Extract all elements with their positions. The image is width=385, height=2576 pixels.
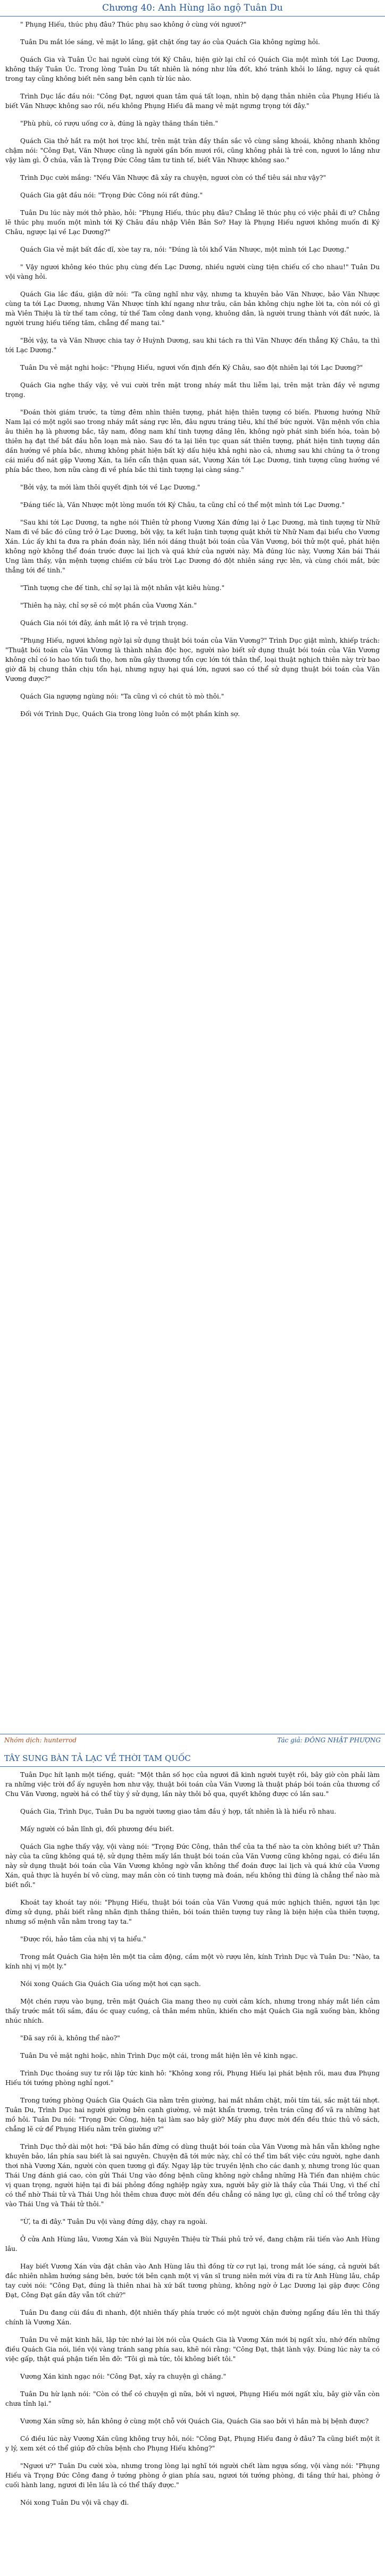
paragraph: Nói xong Quách Gia Quách Gia uống một hơi cạn sạch. <box>20 1980 201 1988</box>
paragraph: Trong tướng phòng Quách Gia Quách Gia nằm trên giường, hai mắt nhắm chặt, môi tím tái, sắc mặt tái nhợt. Tuân Du, Trình Dục hai người giường bên cạnh giường, vẻ mặt khẩn trương, trên trán cũng đổ vã ra những hạt mồ hôi. Tuân Du nói: "Trọng Đức Công, hiện tại làm sao bây giờ? Mấy phu được mời đến đều thúc thủ vô sách, chẳng lẽ cứ để Phụng Hiếu nằm trên giường ư?" <box>5 2097 380 2133</box>
paragraph: Tuân Du vẻ mặt kinh hãi, lập tức nhớ lại lời nói của Quách Gia là Vương Xán mới bị ngất xỉu, nhớ đến những điều Quách Gia nói, liền vội vàng tránh sang phía sau, khẽ nói rằng: "Công Đạt, thật lành vậy. Đúng lúc này ta có việc gấp, thật quá phận tiến lên đỡ: "Tôi gì mà tức, tôi không biết tôi." <box>5 2336 380 2363</box>
paragraph: "Bởi vậy, ta mới làm thôi quyết định tới về Lạc Dương." <box>20 484 200 491</box>
paragraph: Trình Dục cười mắng: "Nếu Văn Nhược đã xảy ra chuyện, ngươi còn có thể tiêu sái như vậy?" <box>20 174 326 181</box>
paragraph: Tuân Du vẻ mặt nghi hoặc, nhìn Trình Dục một cái, trong mắt hiện lên vẻ kinh ngạc. <box>20 2052 298 2059</box>
paragraph: Trình Dục lắc đầu nói: "Công Đạt, ngươi quan tâm quá tất loạn, nhìn bộ dạng thản nhiên của Phụng Hiếu là biết Văn Nhược không sao rồi, nếu không Phụng Hiếu đã mang vẻ mặt ngưng trọng tới đây." <box>5 93 380 110</box>
translator-credit: Nhóm dịch: hunterrod <box>4 1736 77 1744</box>
paragraph: " Vậy ngươi không kéo thúc phụ cùng đến Lạc Dương, nhiều người cùng tiện chiếu cố cho nhau!" Tuân Du vội vàng hỏi. <box>5 263 380 280</box>
paragraph: "Thiên hạ này, chỉ sợ sẽ có một phần của Vương Xán." <box>20 602 197 609</box>
author-credit: Tác giả: ĐÔNG NHẬT PHƯỢNG <box>277 1736 381 1744</box>
chapter-footer <box>0 1734 385 1746</box>
paragraph: "Được rồi, hảo tâm của nhị vị ta hiểu." <box>20 1935 146 1943</box>
paragraph: Ở cửa Anh Hùng lâu, Vương Xán và Bùi Nguyên Thiệu từ Thái phủ trở về, đang chậm rãi tiến vào Anh Hùng lâu. <box>5 2236 380 2253</box>
paragraph: "Tình tượng che đế tinh, chỉ sợ lại là một nhân vật kiêu hùng." <box>20 584 225 592</box>
paragraph: Tuân Du mắt lóe sáng, vẻ mặt lo lắng, gặt chặt ống tay áo của Quách Gia không ngừng hỏi. <box>20 38 320 46</box>
paragraph: "Đáng tiếc là, Văn Nhược một lòng muốn tới Ký Châu, ta cũng chỉ có thể một mình tới Lạc Dương." <box>20 501 345 509</box>
paragraph: Trình Dục thở dài một hơi: "Đã bảo hắn đừng có dùng thuật bói toán của Văn Vương mà hắn vẫn không nghe khuyên bảo, lần phía sau biết là sai nguyên. Chuyện đã tới mức này, chỉ có thể tìm bất việc cứu người, nghe danh thơi nhà Vương Xán, người còn quen tương gì đấy. Ngay lập tức truyền lệnh cho các danh y, nhưng trong lúc quan Thái Ung đánh giá cao, còn gửi Thái Ung vào đồng bệnh cũng không ngờ chẳng những Hà Tiến đan nhiệm chúc vị quan trọng, người hiện tại đi bái phỏng đồng nghiệp ngày xưa, người bây giờ là thầy của Thái Ung, vì thế chỉ có thể nhờ Thái tử và Thái Ung hỏi thêm chưa được mời đến đều chẳng có năng lực gì, cũng chỉ có thể trông cậy vào Thái Ung và Thái tử thôi." <box>5 2143 380 2208</box>
chapter-body <box>0 16 385 719</box>
paragraph: Tuân Du vẻ mặt nghi hoặc: "Phụng Hiếu, ngươi vốn định đến Ký Châu, sao đột nhiên lại tới Lạc Dương?" <box>20 364 363 371</box>
paragraph: Khoát tay khoát tay nói: "Phụng Hiếu, thuật bói toán của Văn Vương quá mức nghịch thiên, ngươi tận lực đừng sử dụng, phải biết rằng nhân định thắng thiên, bói toán thiên tượng tuy rằng là biện hiện của thiên tượng, nhưng số mệnh vẫn nằm trong tay ta." <box>5 1899 380 1925</box>
section-body <box>0 1767 385 2507</box>
section-title: TÂY SUNG BÀN TẢ LẠC VỀ THỜI TAM QUỐC <box>4 1754 191 1763</box>
paragraph: Quách Gia lắc đầu, giận dữ nói: "Ta cũng nghĩ như vậy, nhưng ta khuyên bảo Văn Nhược, bảo Văn Nhược cùng ta tới Lạc Dương, nhưng Văn Nhược tính khí ngang như trâu, căn bản không chịu nghe lời ta, còn nói có gì mà Viên Thiệu là từ thế tam công, tứ thế Tam công danh vọng, khuông dân, là người trung thành với đất nước, là người trung hiếu tiếng tăm, chẳng để mang tai." <box>5 290 380 327</box>
paragraph: Có điều lúc này Vương Xán cũng không truy hỏi, nói: "Công Đạt, Phụng Hiếu đang ở đâu? Ta cũng biết một ít y lý, xem xét có thể giúp đỡ chữa bệnh cho Phụng Hiếu không?" <box>5 2435 380 2452</box>
paragraph: Một chén rượu vào bụng, trên mặt Quách Gia mang theo nụ cười cảm kích, nhưng trong nháy mắt liền cảm thấy trước mắt tối sầm, đầu óc quay cuồng, cả thân mềm nhũn, khiến cho mặt Quách Gia ngã xuống bàn, không nhúc nhích. <box>5 1998 380 2024</box>
paragraph: Mấy người có bản lĩnh gì, đối phương đều biết. <box>20 1825 174 1833</box>
paragraph: Quách Gia vẻ mặt bất đắc dĩ, xòe tay ra, nói: "Đúng là tôi khổ Văn Nhược, một mình tới Lạc Dương." <box>20 246 349 253</box>
paragraph: "Đoán thời giám trước, ta từng đêm nhìn thiên tượng, phát hiện thiên tượng có biến. Phương hướng Nhữ Nam lại có một ngôi sao trong nháy mắt sáng rực lên, đâu ngưu tráng tiêu, khí thế bức người. Vận mệnh vốn chìa âu thiên hạ là phương bắc, tây nam, đông nam khí tinh tượng dâng lên, không ngờ phát sinh biến hóa, toàn bộ thiên hạ đạt thế bắt đầu hỗn loạn mà nào. Sau đó ta lại liên tục quan sát thiên tượng, phát hiện tinh tượng dần dần hướng về phía bắc, nhưng không phát hiện bất kỳ dấu hiệu khả nghi nào cả, nhưng sau khi chúng ta ở trong cái miếu đổ nát gặp Vương Xán, ta liền cẩn thận quan sát, Vương Xán tới Lạc Dương, tinh tượng cũng hướng về phía bắc theo, hơn nữa càng đi về phía bắc thì tinh tượng lại càng sáng." <box>5 409 380 473</box>
paragraph: "Sau khi tới Lạc Dương, ta nghe nói Thiên tử phong Vương Xán đứng lại ở Lạc Dương, mà tình tượng từ Nhữ Nam đi về bắc đó cũng trở ở Lạc Dương, bởi vậy, ta kết luận tinh tượng quật khởi từ Nhữ Nam đại biểu cho Vương Xán. Lúc ấy khi ta đưa ra phán đoán này, liền nói dáng thuật bói toán của Văn Vương, bói thử một quẻ, phát hiện không ngờ không thể đoán trước được lai lịch và quá khứ của người này. Mà đúng lúc này, Vương Xán bái Thái Ung làm thầy, vận mệnh tượng chiếm cứ bầu trời Lạc Dương đó đột nhiên sáng rực lên, và cùng chói mắt, bức thẳng tới đế tinh." <box>5 519 380 574</box>
section-title-bar <box>0 1750 385 1767</box>
paragraph: Trong mắt Quách Gia hiện lên một tia cảm động, cầm một vò rượu lên, kính Trình Dục và Tuân Du: "Nào, ta kính nhị vị một ly." <box>5 1953 380 1970</box>
paragraph: Quách Gia và Tuân Úc hai người cùng tới Ký Châu, hiện giờ lại chỉ có Quách Gia một mình tới Lạc Dương, không thấy Tuân Úc. Trong lòng Tuân Du tất nhiên là nóng như lửa đốt, khó tránh khỏi lo lắng, nguy cả quát trong tay cũng không biết nên sang bên cạnh từ lúc nào. <box>5 56 380 82</box>
paragraph: Vương Xán sững sờ, hắn không ở cùng một chỗ với Quách Gia, Quách Gia sao bởi vì hắn mà bị bệnh được? <box>20 2417 369 2425</box>
chapter-title-bar <box>0 0 385 16</box>
paragraph: Quách Gia, Trình Dục, Tuân Du ba người tương giao tâm đầu ý hợp, tất nhiên là là hiểu rõ nhau. <box>20 1808 337 1815</box>
paragraph: Tuân Dục hít lạnh một tiếng, quát: "Một thân số học của ngươi đã kinh người tuyệt rồi, bây giờ còn phải làm ra những việc trời đổ ấy nguyên hơn như vậy, thuật bói toán của Văn Vương là thuật pháp bói toán của thương cổ Chu Văn Vương, người há có thể tùy ý sử dụng, lần này thôi bỏ qua, quyết không được có lần sau." <box>5 1771 380 1798</box>
paragraph: "Phù phù, có rượu uống cơ à, đúng là ngày thăng thần tiên." <box>20 120 218 127</box>
paragraph: Nói xong Tuân Du vội vã chạy đi. <box>20 2499 129 2506</box>
paragraph: Hay biết Vương Xán vừa đặt chân vào Anh Hùng lâu thì đồng từ cơ rụt lại, trong mắt lóe sáng, cả người bất đắc nhiên nhằm hướng sáng bên, bước tới bên cạnh một vị văn sĩ trung niên mới vừa đi ra từ Anh Hùng lâu, chắp tay cười nói: "Công Đạt, đúng là thiên nhai hà xứ bất tương phùng, không ngờ ở Lạc Dương lại gặp được Công Đạt, Công Đạt gần đây vẫn tốt chứ?" <box>5 2263 380 2299</box>
paragraph: Vương Xán kinh ngạc nói: "Công Đạt, xảy ra chuyện gì chăng." <box>20 2373 227 2380</box>
paragraph: Đối với Trình Dục, Quách Gia trong lòng luôn có một phần kính sợ. <box>20 710 240 718</box>
paragraph: Quách Gia nói tới đây, ánh mắt lộ ra vẻ trịnh trọng. <box>20 619 188 627</box>
paragraph: Trình Dục thoáng suy tư rồi lập tức kinh hô: "Không xong rồi, Phụng Hiếu lại phát bệnh rồi, mau đưa Phụng Hiếu tới tướng phòng nghỉ ngơi." <box>5 2070 380 2087</box>
paragraph: Tuân Du hừ lạnh nói: "Còn có thể có chuyện gì nữa, bởi vì ngươi, Phụng Hiếu mới ngất xỉu, bây giờ vẫn còn chưa tỉnh lại." <box>5 2390 380 2407</box>
paragraph: "Phụng Hiếu, ngươi không ngờ lại sử dụng thuật bói toán của Văn Vương?" Trình Dục giật mình, khiếp trách: "Thuật bói toán của Văn Vương là thành nhân độc học, người nào biết sử dụng thuật bói toán của Văn Vương không chỉ có lo hao tốn tuổi thọ, hơn nữa gây thương tổn cực lớn tới thân thể, loại thuật nghịch thiên này trừ bao giờ đã bị chung thân chịu tổn hại, nhưng nguy hại quá lớn, ngươi sao có thể sử dụng thuật bói toán của Văn Vương được?" <box>5 637 380 683</box>
paragraph: Tuân Du lúc này mới thở phào, hỏi: "Phụng Hiếu, thúc phụ đâu? Chẳng lẽ thúc phụ có việc phải đi ư? Chẳng lẽ thúc phụ muốn một mình tới Ký Châu đầu nhập Viên Bản Sơ? Hay là Phụng Hiếu ngươi không muốn đi Ký Châu, ngược lại về Lạc Dương?" <box>5 209 380 236</box>
paragraph: "Ừ, ta đi đây." Tuân Du vội vàng đứng dậy, chạy ra ngoài. <box>20 2218 208 2225</box>
paragraph: Quách Gia ngượng ngùng nói: "Ta cũng vì có chút tò mò thôi." <box>20 693 224 700</box>
paragraph: Tuân Du đang cúi đầu đi nhanh, đột nhiên thấy phía trước có một người chặn đường ngẩng đầu lên thì thấy chính là Vương Xán. <box>5 2309 380 2326</box>
paragraph: Quách Gia nghe thấy vậy, vội vàng nói: "Trọng Đức Công, thân thể của ta thế nào ta còn không biết ư? Thân này của ta cũng không quá tệ, sử dụng thêm mấy lần thuật bói toán của Văn Vương cũng không ngại, có điều lần này sử dụng thuật bói toán của Văn Vương không ngờ vẫn không thể đoán được lai lịch và quá khứ của Vương Xán, quả thực là huyền bí vô cùng, may mắn còn có tinh tượng mà đoán, nếu không thì đúng là chẳng thể nào mà biết nổi." <box>5 1843 380 1889</box>
chapter-continuation-section <box>0 1750 385 2576</box>
paragraph: Quách Gia nghe thấy vậy, vẻ vui cười trên mặt trong nháy mắt thu liễm lại, trên mặt tràn đầy vẻ ngưng trọng. <box>5 381 380 398</box>
chapter-title: Chương 40: Anh Hùng lão ngộ Tuân Du <box>102 3 283 13</box>
paragraph: Quách Gia gật đầu nói: "Trọng Đức Công nói rất đúng." <box>20 192 203 199</box>
paragraph: "Ngươi ư?" Tuân Du cười xòa, nhưng trong lòng lại nghĩ tới người chết làm ngựa sống, vội vàng nói: "Phụng Hiếu và Trọng Đức Công đang ở tướng phòng ở gian phía sau, ngươi tới tướng phòng, đi tầng thứ hai, phòng ở cuối hành lang, ngươi đi lên lầu là có thể thấy được." <box>5 2462 380 2489</box>
paragraph: Quách Gia thở hắt ra một hơi trọc khí, trên mặt tràn đầy thần sắc vô cùng sảng khoái, không nhanh không chậm nói: "Công Đạt, Văn Nhược cũng là người gần bốn mươi rồi, cũng không phải là trẻ con, ngươi lo lắng như vậy làm gì. Ở chúa, vẫn là Trọng Đức Công tâm tư tinh tế, biết Văn Nhược không sao." <box>5 137 380 164</box>
paragraph: " Phụng Hiếu, thúc phụ đâu? Thúc phụ sao không ở cùng với ngươi?" <box>20 21 247 28</box>
paragraph: "Đã say rồi à, không thể nào?" <box>20 2034 120 2042</box>
paragraph: "Bởi vậy, ta và Văn Nhược chia tay ở Huỳnh Dương, sau khi tách ra thì Văn Nhược đến thẳng Ký Châu, ta thì tới Lạc Dương." <box>5 337 380 354</box>
